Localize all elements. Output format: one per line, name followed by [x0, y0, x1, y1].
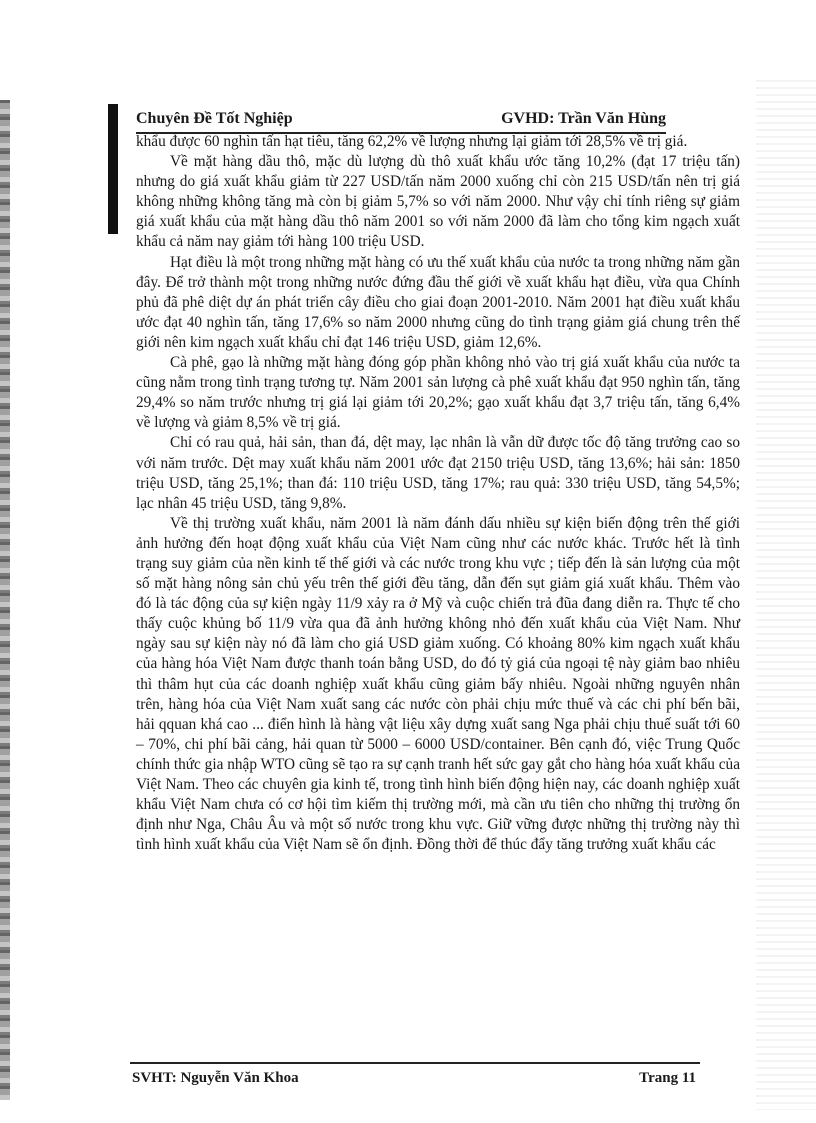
paragraph-growth-items: Chỉ có rau quả, hải sản, than đá, dệt may, lạc nhân là vẫn dữ được tốc độ tăng trưởng cao so với năm trước. Dệt may xuất khẩu năm 2001 ước đạt 2150 triệu USD, tăng 13,6%; hải sản: 1850 triệu USD, tăng 25,1%; than đá: 110 triệu USD, tăng 17%; rau quả: 330 triệu USD, tăng 54,5%; lạc nhân 45 triệu USD, tăng 9,8%.: [136, 434, 740, 512]
page-footer: [130, 1062, 700, 1094]
paragraph-continuation: khẩu được 60 nghìn tấn hạt tiêu, tăng 62,2% về lượng nhưng lại giảm tới 28,5% về trị giá.: [136, 133, 688, 150]
scan-shadow-left: [0, 100, 10, 1100]
student-name: SVHT: Nguyễn Văn Khoa: [132, 1070, 299, 1086]
paragraph-cashew: Hạt điều là một trong những mặt hàng có ưu thế xuất khẩu của nước ta trong những năm gần đây. Để trở thành một trong những nước đứng đầu thế giới về xuất khẩu hạt điều, vừa qua Chính phủ đã phê diệt dự án phát triển cây điều cho giai đoạn 2001-2010. Năm 2001 hạt điều xuất khẩu ước đạt 40 nghìn tấn, tăng 17,6% so năm 2000 nhưng cũng do tình trạng giảm giá chung trên thế giới nên kim ngạch xuất khẩu chỉ đạt 146 triệu USD, giảm 12,6%.: [136, 253, 740, 351]
scan-binding-mark: [108, 104, 118, 234]
page-body: [136, 132, 740, 855]
paragraph-export-markets: Về thị trường xuất khẩu, năm 2001 là năm đánh dấu nhiều sự kiện biến động trên thế giới ảnh hưởng đến hoạt động xuất khẩu của Việt Nam cũng như các nước khác. Trước hết là tình trạng suy giảm của nền kinh tế thế giới và các nước trong khu vực ; tiếp đến là sản lượng của một số mặt hàng nông sản chủ yếu trên thế giới đều tăng, dẫn đến sụt giảm giá xuất khẩu. Thêm vào đó là tác động của sự kiện ngày 11/9 xảy ra ở Mỹ và cuộc chiến trả đũa đang diễn ra. Thực tế cho thấy cuộc khủng bố 11/9 vừa qua đã ảnh hưởng không nhỏ đến xuất khẩu của Việt Nam. Như ngày sau sự kiện này nó đã làm cho giá USD giảm xuống. Có khoảng 80% kim ngạch xuất khẩu của hàng hóa Việt Nam được thanh toán bằng USD, do đó tỷ giá của ngoại tệ này giảm bao nhiêu thì thâm hụt của các doanh nghiệp xuất khẩu cũng giảm bấy nhiêu. Ngoài những nguyên nhân trên, hàng hóa của Việt Nam xuất sang các nước còn phải chịu mức thuế và các chi phí bến bãi, hải qquan khá cao ... điển hình là hàng vật liệu xây dựng xuất sang Nga phải chịu thuế suất tới 60 – 70%, chi phí bãi cảng, hải quan từ 5000 – 6000 USD/container. Bên cạnh đó, việc Trung Quốc chính thức gia nhập WTO cũng sẽ tạo ra sự cạnh tranh hết sức gay gắt cho hàng hóa xuất khẩu của Việt Nam. Theo các chuyên gia kinh tế, trong tình hình biến động hiện nay, các doanh nghiệp xuất khẩu Việt Nam chưa có cơ hội tìm kiếm thị trường mới, mà cần ưu tiên cho những thị trường ổn định như Nga, Châu Âu và một số nước trong khu vực. Giữ vững được những thị trường này thì tình hình xuất khẩu của Việt Nam sẽ ổn định. Đồng thời để thúc đẩy tăng trưởng xuất khẩu các: [136, 514, 740, 854]
page-header: [136, 108, 666, 134]
document-title: Chuyên Đề Tốt Nghiệp: [136, 110, 293, 127]
paragraph-crude-oil: Về mặt hàng dầu thô, mặc dù lượng dù thô xuất khẩu ước tăng 10,2% (đạt 17 triệu tấn) nhưng do giá xuất khẩu giảm từ 227 USD/tấn năm 2000 xuống chỉ còn 215 USD/tấn nên trị giá không những không tăng mà còn bị giảm 5,7% so với năm 2000. Như vậy chỉ tính riêng sự giảm giá xuất khẩu của mặt hàng dầu thô năm 2001 so với năm 2000 đã làm cho tổng kim ngạch xuất khẩu cả năm nay giảm tới hàng 100 triệu USD.: [136, 153, 740, 251]
paragraph-coffee-rice: Cà phê, gạo là những mặt hàng đóng góp phần không nhỏ vào trị giá xuất khẩu của nước ta cũng nằm trong tình trạng tương tự. Năm 2001 sản lượng cà phê xuất khẩu đạt 950 nghìn tấn, tăng 29,4% so năm trước nhưng trị giá lại giảm tới 20,2%; gạo xuất khẩu đạt 3,7 triệu tấn, tăng 6,4% về lượng và giảm 8,5% về trị giá.: [136, 354, 740, 432]
scan-shadow-right: [756, 80, 816, 1110]
advisor-name: GVHD: Trần Văn Hùng: [501, 110, 666, 127]
page-number: Trang 11: [639, 1070, 696, 1086]
